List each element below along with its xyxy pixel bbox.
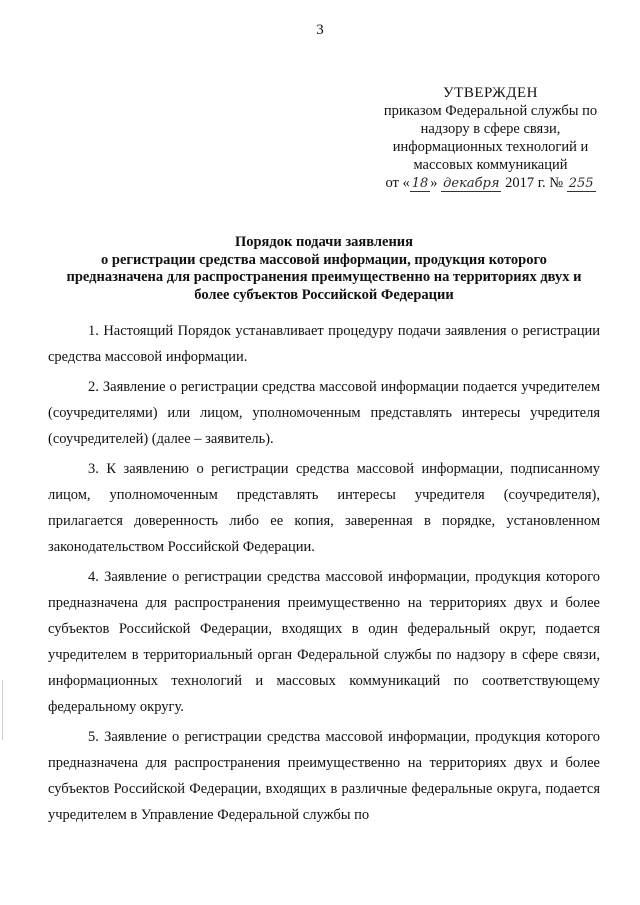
order-date-line: [368, 174, 613, 192]
handwritten-order-number: 255: [568, 176, 594, 191]
approval-line: массовых коммуникаций: [413, 157, 568, 173]
approval-line: приказом Федеральной службы по: [383, 103, 598, 119]
paragraph-2: 2. Заявление о регистрации средства массовой информации подается учредителем (соучредителями) или лицом, уполномоченным представлять интересы учредителя (соучредителей) (далее – заявитель).: [48, 379, 600, 447]
title-line: о регистрации средства массовой информации, продукция которого: [101, 251, 547, 268]
handwritten-month: декабря: [443, 176, 500, 191]
approval-line: информационных технологий и: [392, 139, 589, 155]
title-line: более субъектов Российской Федерации: [194, 286, 454, 303]
date-mid: »: [430, 175, 442, 191]
page-number: 3: [316, 22, 324, 38]
document-body: [48, 318, 600, 832]
scan-edge-mark: [2, 680, 3, 740]
paragraph-3: 3. К заявлению о регистрации средства массовой информации, подписанному лицом, уполномоченным представлять интересы учредителя (соучредителя), прилагается доверенность либо ее копия, заверенная в порядке, установленном законодательством Российской Федерации.: [48, 461, 600, 555]
paragraph-5: 5. Заявление о регистрации средства массовой информации, продукция которого предназначена для распространения преимущественно на территориях двух и более субъектов Российской Федерации, входящих в различные федеральные округа, подается учредителем в Управление Федеральной службы по: [48, 729, 600, 823]
approval-heading: УТВЕРЖДЕН: [443, 85, 538, 101]
approval-line: надзору в сфере связи,: [420, 121, 561, 137]
title-line: предназначена для распространения преимущественно на территориях двух и: [66, 269, 582, 285]
document-title: [44, 234, 604, 304]
handwritten-day: 18: [411, 176, 429, 191]
date-prefix: от «: [385, 175, 410, 191]
paragraph-4: 4. Заявление о регистрации средства массовой информации, продукция которого предназначена для распространения преимущественно на территориях двух и более субъектов Российской Федерации, входящих в один федеральный округ, подается учредителем в территориальный орган Федеральной службы по надзору в сфере связи, информационных технологий и массовых коммуникаций по соответствующему федеральному округу.: [48, 569, 600, 715]
date-suffix: 2017 г. №: [501, 175, 567, 191]
approval-stamp: [368, 84, 613, 192]
paragraph-1: 1. Настоящий Порядок устанавливает процедуру подачи заявления о регистрации средства массовой информации.: [48, 323, 600, 365]
title-line: Порядок подачи заявления: [234, 234, 414, 250]
